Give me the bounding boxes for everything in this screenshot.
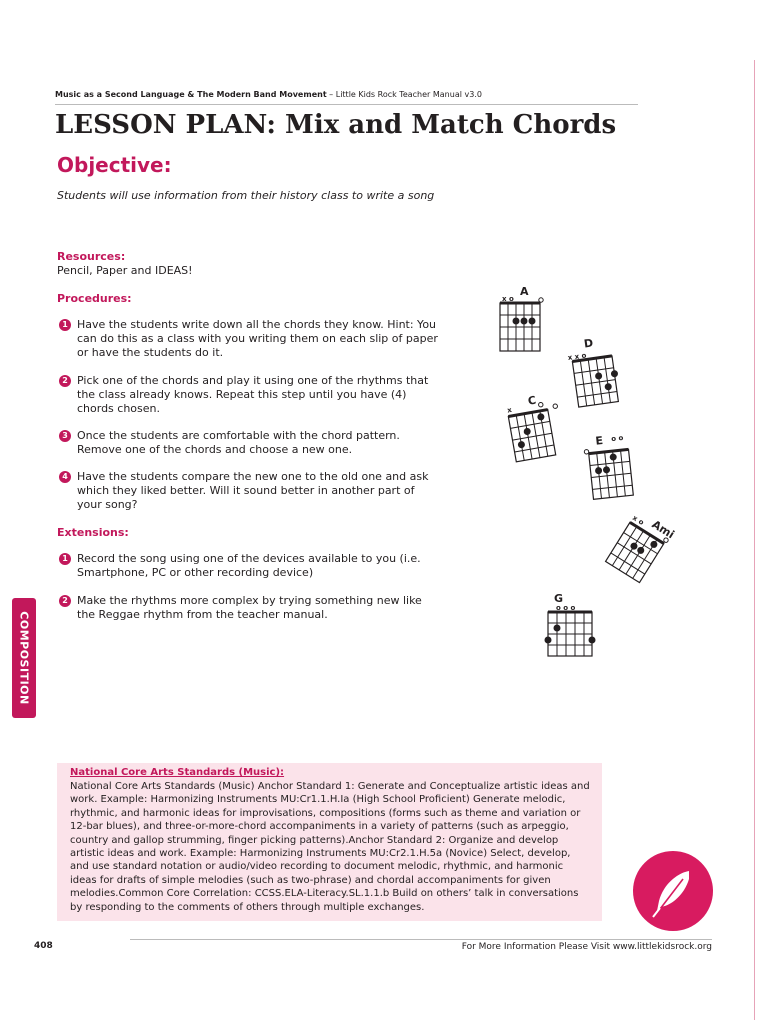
footer-rule (130, 939, 712, 940)
extensions-heading: Extensions: (57, 526, 129, 539)
header-light: Little Kids Rock Teacher Manual v3.0 (335, 90, 482, 99)
fretboard-grid (548, 612, 592, 656)
resources-text: Pencil, Paper and IDEAS! (57, 264, 193, 277)
standards-box (57, 763, 602, 921)
chord-diagram-d (563, 330, 633, 413)
page-title: LESSON PLAN: Mix and Match Chords (55, 110, 617, 140)
chord-string-marks: x x o (567, 351, 587, 363)
feather-icon (633, 851, 713, 931)
section-tab-label: COMPOSITION (17, 611, 31, 705)
header-separator: – (326, 90, 336, 99)
resources-heading: Resources: (57, 250, 126, 263)
step-text: Have the students write down all the chords they know. Hint: You can do this as a class with you writing them on each slip of paper or have the students do it. (77, 318, 438, 359)
logo (633, 851, 713, 931)
standards-body: National Core Arts Standards (Music) Anchor Standard 1: Generate and Conceptualize artistic ideas and work. Example: Harmonizing Instruments MU:Cr1.1.H.Ia (High School Proficient) Generate melodic, rhythmic, and harmonic ideas for improvisations, compositions (forms such as theme and variation or 12-bar blues), and three-or-more-chord accompaniments in a variety of patterns (such as arpeggio, country and gallop strumming, finger picking patterns).Anchor Standard 2: Organize and develop artistic ideas and work. Example: Harmonizing Instruments MU:Cr2.1.H.5a (Novice) Select, develop, and use standard notation or audio/video recording to document melodic, rhythmic, and harmonic ideas for drafts of simple melodies (such as two-phrase) and chordal accompaniments for given melodies.Common Core Correlation: CCSS.ELA-Literacy.SL.1.1.b Build on others’ talk in conversations by responding to the comments of others through multiple exchanges. (70, 781, 590, 913)
standards-title: National Core Arts Standards (Music): (70, 767, 285, 778)
open-string-icon (553, 404, 558, 409)
chord-diagram-ami (598, 511, 678, 591)
chord-string-marks: o o o (556, 604, 576, 612)
header-bold: Music as a Second Language & The Modern Band Movement (55, 90, 327, 99)
open-string-icon (538, 402, 543, 407)
chord-diagram-e (580, 424, 648, 505)
chord-name: G (554, 592, 564, 605)
step-number-badge: 3 (59, 430, 71, 442)
step-number-badge: 1 (59, 553, 71, 565)
step-number-badge: 4 (59, 471, 71, 483)
fretboard-grid (500, 303, 540, 351)
step-text: Make the rhythms more complex by trying something new like the Reggae rhythm from the teacher manual. (77, 594, 422, 621)
step-number-badge: 2 (59, 375, 71, 387)
chord-diagram-a (494, 283, 554, 358)
step-text: Have the students compare the new one to the old one and ask which they liked better. Will it sound better in another part of your song? (77, 470, 429, 511)
chord-string-marks: o o (610, 433, 624, 444)
chord-diagram-g (538, 590, 603, 665)
header-rule (55, 104, 638, 105)
chord-name: Ami (649, 517, 677, 542)
step-number-badge: 2 (59, 595, 71, 607)
chord-name: D (583, 336, 595, 351)
step-number-badge: 1 (59, 319, 71, 331)
fretboard-grid (508, 410, 555, 462)
objective-text: Students will use information from their history class to write a song (57, 189, 435, 202)
objective-heading: Objective: (57, 153, 172, 177)
chord-string-marks: x (506, 405, 513, 415)
chord-name: A (520, 285, 529, 298)
procedures-heading: Procedures: (57, 292, 132, 305)
chord-name: E (594, 434, 604, 448)
chord-diagram-c (497, 387, 574, 472)
page-number: 408 (34, 941, 53, 951)
step-text: Pick one of the chords and play it using one of the rhythms that the class already knows. Repeat this step until you have (4) chords chosen. (77, 374, 429, 415)
right-margin-rule (754, 60, 755, 1020)
footer-text: For More Information Please Visit www.littlekidsrock.org (461, 942, 712, 952)
chord-name: C (526, 393, 538, 408)
chord-string-marks: x o (502, 295, 514, 303)
chord-string-marks: x o (631, 513, 646, 527)
open-string-icon (584, 449, 589, 454)
step-text: Record the song using one of the devices available to you (i.e. Smartphone, PC or other recording device) (77, 552, 421, 579)
finger-dots (513, 318, 536, 325)
fretboard-grid (572, 356, 618, 407)
section-tab (12, 598, 36, 718)
running-header (55, 90, 482, 99)
step-text: Once the students are comfortable with the chord pattern. Remove one of the chords and choose a new one. (77, 429, 400, 456)
open-string-icon (539, 298, 543, 302)
